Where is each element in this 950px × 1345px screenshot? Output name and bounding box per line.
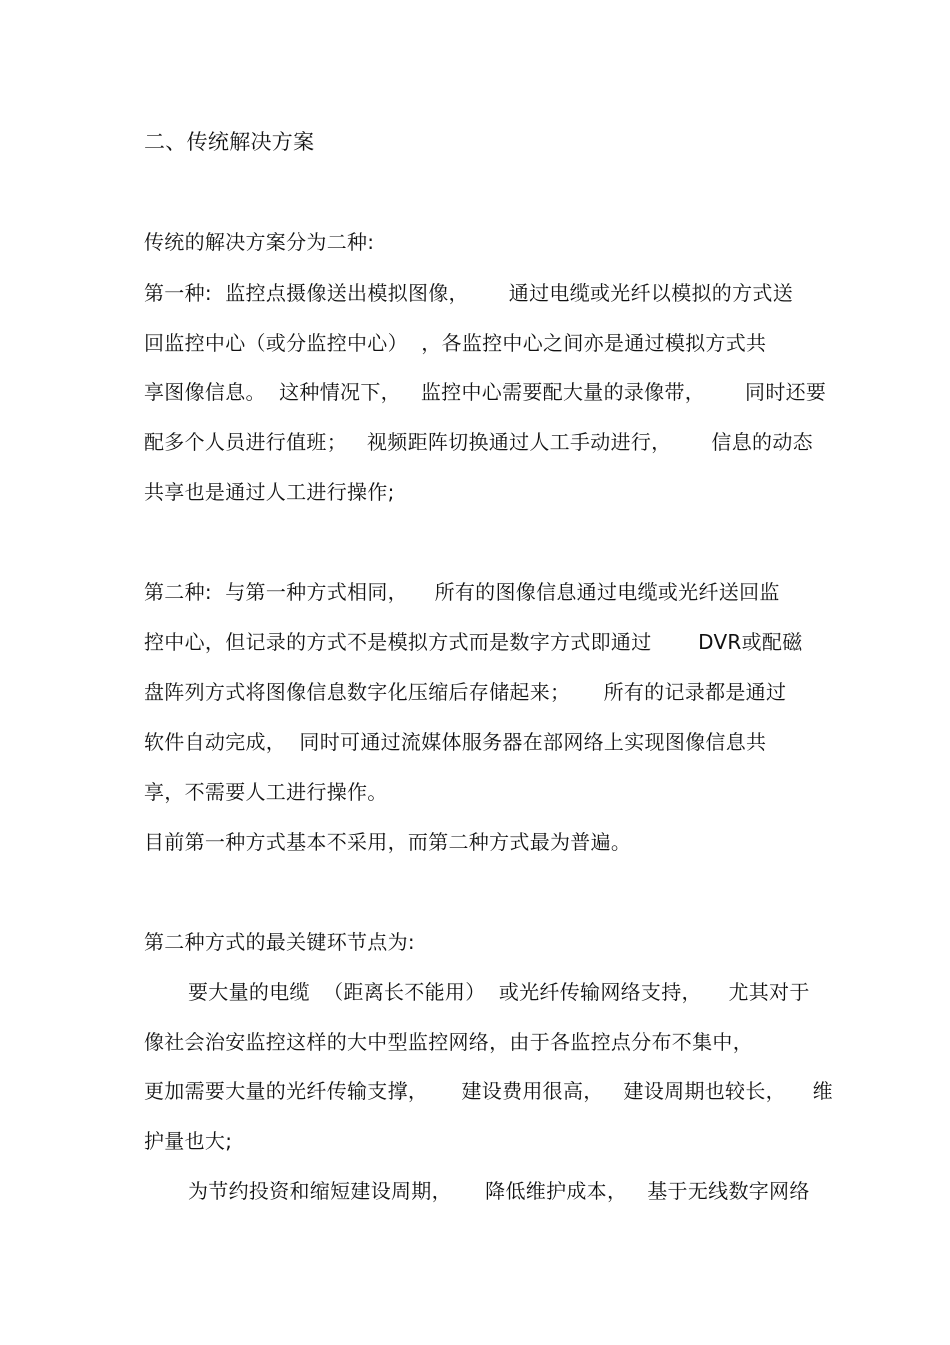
paragraph-line: 软件自动完成， 同时可通过流媒体服务器在部网络上实现图像信息共	[144, 730, 767, 754]
paragraph-line: 享图像信息。 这种情况下， 监控中心需要配大量的录像带， 同时还要	[144, 380, 827, 404]
paragraph-line: 盘阵列方式将图像信息数字化压缩后存储起来； 所有的记录都是通过	[144, 680, 787, 704]
paragraph-line: 护量也大;	[144, 1129, 233, 1153]
current-status-paragraph: 目前第一种方式基本不采用，而第二种方式最为普遍。	[144, 830, 632, 854]
paragraph-line: 像社会治安监控这样的大中型监控网络，由于各监控点分布不集中，	[144, 1030, 753, 1054]
paragraph-line: 第二种: 与第一种方式相同， 所有的图像信息通过电缆或光纤送回监	[144, 580, 780, 604]
paragraph-line: 为节约投资和缩短建设周期， 降低维护成本， 基于无线数字网络	[188, 1179, 810, 1203]
paragraph-line: 享，不需要人工进行操作。	[144, 780, 388, 804]
paragraph-line: 共享也是通过人工进行操作;	[144, 480, 395, 504]
intro-paragraph: 传统的解决方案分为二种:	[144, 230, 375, 254]
paragraph-line: 更加需要大量的光纤传输支撑， 建设费用很高， 建设周期也较长， 维	[144, 1079, 833, 1103]
key-nodes-intro: 第二种方式的最关键环节点为:	[144, 930, 415, 954]
section-heading: 二、传统解决方案	[144, 130, 315, 154]
paragraph-line: 回监控中心（或分监控中心） ，各监控中心之间亦是通过模拟方式共	[144, 331, 767, 355]
paragraph-line: 控中心，但记录的方式不是模拟方式而是数字方式即通过 DVR或配磁	[144, 630, 803, 654]
paragraph-line: 配多个人员进行值班； 视频距阵切换通过人工手动进行， 信息的动态	[144, 430, 813, 454]
paragraph-line: 要大量的电缆 （距离长不能用） 或光纤传输网络支持， 尤其对于	[188, 980, 810, 1004]
paragraph-line: 第一种: 监控点摄像送出模拟图像， 通过电缆或光纤以模拟的方式送	[144, 281, 793, 305]
